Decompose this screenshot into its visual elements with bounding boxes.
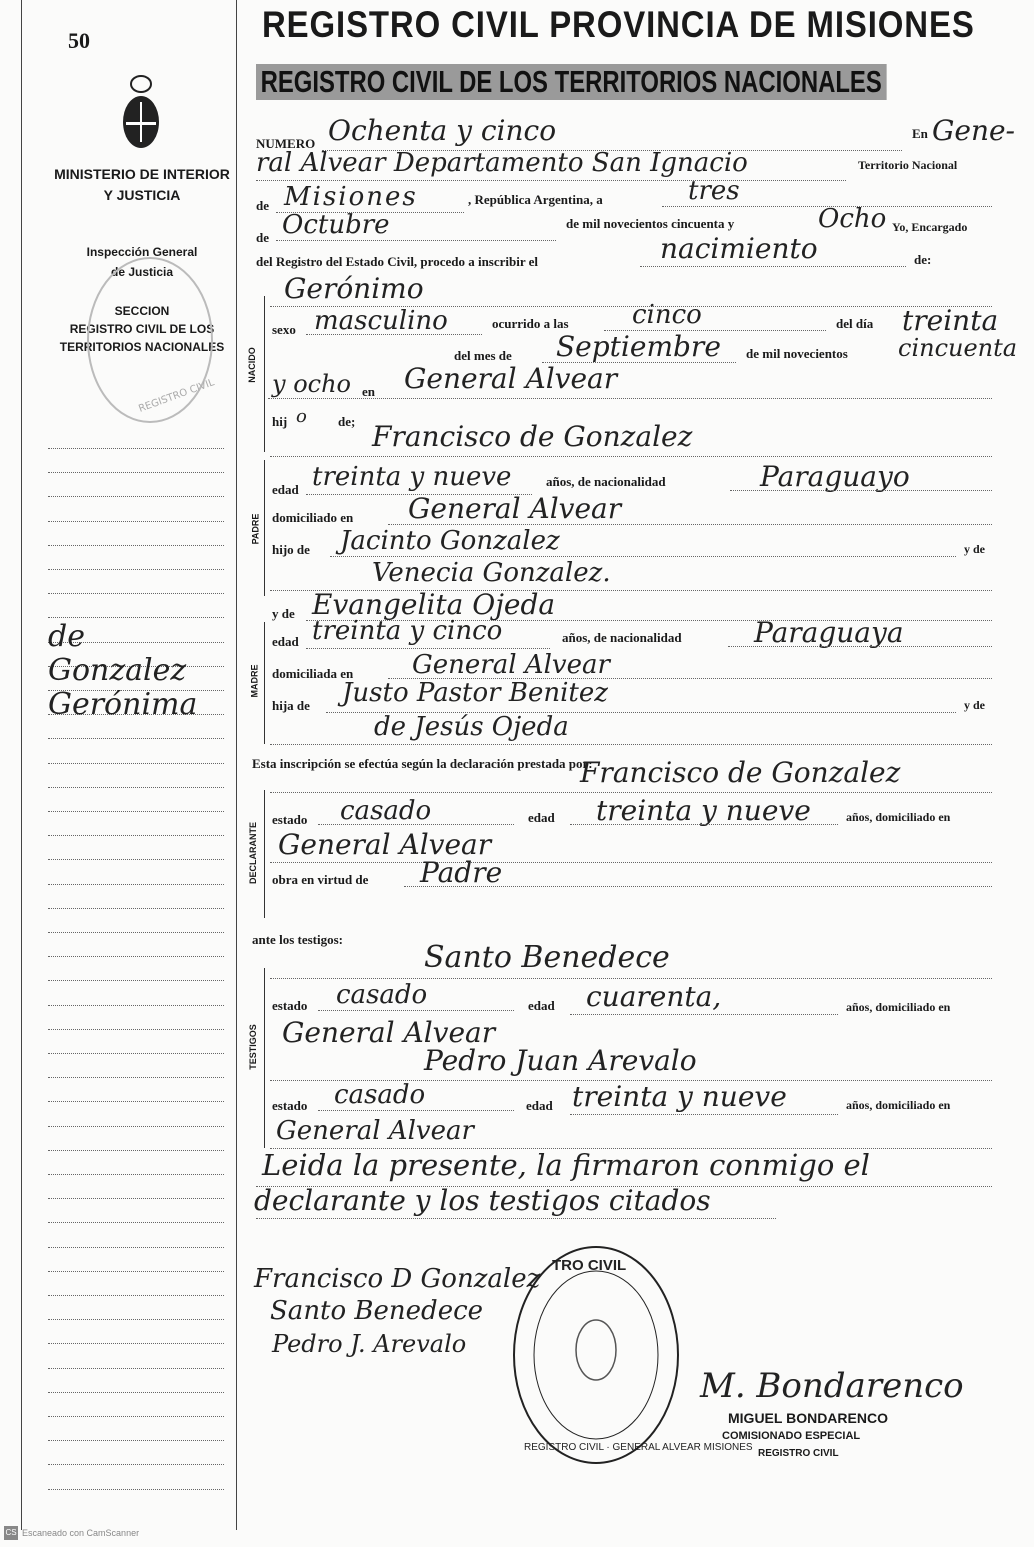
underline (270, 862, 992, 863)
underline (640, 266, 906, 267)
de-label-4: de; (338, 414, 356, 429)
inscribir-label: del Registro del Estado Civil, procedo a inscribir el (256, 254, 539, 269)
margin-rule (48, 472, 224, 473)
margin-rule (48, 811, 224, 812)
declarante-edad-label: edad (528, 810, 555, 825)
document-subtitle: REGISTRO CIVIL DE LOS TERRITORIOS NACIONALES (256, 64, 886, 100)
margin-rule (48, 884, 224, 885)
camscanner-logo-icon: CS (4, 1526, 18, 1540)
margin-rule (48, 1222, 224, 1223)
margin-rule (48, 1247, 224, 1248)
margin-rule (48, 1029, 224, 1030)
scanner-footer: Escaneado con CamScanner (22, 1528, 140, 1538)
margin-rule (48, 787, 224, 788)
underline (570, 824, 838, 825)
testigos-intro: ante los testigos: (252, 932, 343, 947)
birth-place-value: General Alvear (404, 362, 618, 395)
margin-rule (48, 1368, 224, 1369)
hijo-label: hij (272, 414, 288, 429)
padre-edad-label: edad (272, 482, 299, 497)
numero-label: NUMERO (256, 136, 316, 151)
underline (268, 398, 992, 399)
closing-line-1: Leida la presente, la firmaron conmigo el (262, 1148, 870, 1182)
margin-rule (48, 1198, 224, 1199)
underline (270, 978, 992, 979)
stamp-text: REGISTRO CIVIL (137, 377, 216, 415)
mil-label: de mil novecientos (746, 346, 848, 361)
document-title: REGISTRO CIVIL PROVINCIA DE MISIONES (262, 4, 975, 45)
margin-rule (48, 859, 224, 860)
witness1-estado-value: casado (336, 980, 428, 1010)
margin-rule (48, 738, 224, 739)
territorio-label: Territorio Nacional (858, 158, 958, 172)
margin-rule (48, 932, 224, 933)
margin-rule (48, 1295, 224, 1296)
padre-nacionalidad-value: Paraguayo (760, 460, 910, 493)
nacido-label: NACIDO (246, 347, 257, 383)
underline (306, 648, 550, 649)
madre-domicilio-value: General Alvear (412, 650, 610, 680)
de-label: de (256, 198, 269, 213)
official-title-1: COMISIONADO ESPECIAL (722, 1430, 861, 1442)
witness1-estado-label: estado (272, 998, 308, 1013)
margin-note: de Gonzalez Gerónima (48, 619, 198, 722)
father-name-value: Francisco de Gonzalez (372, 420, 693, 453)
margin-rule (48, 763, 224, 764)
padre-bracket (264, 460, 265, 596)
underline (404, 886, 992, 887)
del-dia-label: del día (836, 316, 874, 331)
year-value: Ocho (818, 204, 887, 234)
birth-year-value-2: y ocho (272, 370, 351, 398)
official-title-2: REGISTRO CIVIL (758, 1448, 839, 1459)
margin-rule (48, 1101, 224, 1102)
underline (570, 1114, 838, 1115)
place-value: ral Alvear Departamento San Ignacio (256, 148, 748, 178)
declarante-edad-value: treinta y nueve (596, 794, 811, 827)
underline (270, 792, 992, 793)
sexo-value: masculino (314, 306, 448, 336)
en-label-2: en (362, 384, 375, 399)
underline (330, 556, 956, 557)
margin-rule (48, 1392, 224, 1393)
mes-label: del mes de (454, 348, 512, 363)
madre-y-de-label: y de (272, 606, 295, 621)
territory-value: Misiones (284, 182, 418, 212)
padre-edad-value: treinta y nueve (312, 462, 512, 492)
sexo-label: sexo (272, 322, 296, 337)
page-number: 50 (68, 28, 90, 53)
declarante-estado-value: casado (340, 796, 432, 826)
ministry-label: MINISTERIO DE INTERIOR Y JUSTICIA (54, 166, 230, 203)
margin-rule (48, 1440, 224, 1441)
madre-nacionalidad-label: años, de nacionalidad (562, 630, 682, 645)
madre-father-value: Justo Pastor Benitez (342, 678, 608, 708)
coat-of-arms-icon (116, 74, 166, 156)
margin-rule (48, 1319, 224, 1320)
underline (318, 824, 514, 825)
hijo-suffix: o (296, 406, 307, 427)
svg-text:TRO CIVIL: TRO CIVIL (552, 1257, 627, 1274)
birth-year-value: cincuenta (898, 334, 1018, 362)
margin-rule (48, 1005, 224, 1006)
witness2-edad-value: treinta y nueve (572, 1080, 787, 1113)
closing-line-2: declarante y los testigos citados (254, 1184, 711, 1217)
numero-value: Ochenta y cinco (328, 114, 557, 147)
margin-rule (48, 1077, 224, 1078)
declarante-obra-value: Padre (420, 856, 503, 889)
underline (256, 180, 846, 181)
madre-mother-value: de Jesús Ojeda (374, 712, 569, 742)
declarante-anos-label: años, domiciliado en (846, 810, 951, 824)
nacido-bracket (264, 296, 265, 452)
testigos-bracket (264, 968, 265, 1148)
underline (256, 1218, 776, 1219)
padre-label: PADRE (250, 513, 261, 545)
underline (276, 240, 556, 241)
hour-value: cinco (632, 300, 702, 330)
en-label: En (912, 126, 928, 141)
ocurrido-label: ocurrido a las (492, 316, 569, 331)
signature-witness-2: Pedro J. Arevalo (272, 1330, 467, 1358)
signature-witness-1: Santo Benedece (270, 1296, 484, 1326)
seal-text: REGISTRO CIVIL · GENERAL ALVEAR MISIONES (524, 1442, 753, 1453)
margin-rule (48, 496, 224, 497)
de-label-2: de (256, 230, 269, 245)
padre-hijo-de-label: hijo de (272, 542, 310, 557)
madre-nacionalidad-value: Paraguaya (754, 616, 904, 649)
declarante-domicilio-value: General Alvear (278, 828, 492, 861)
margin-rule (48, 1464, 224, 1465)
underline (730, 490, 992, 491)
margin-rule (48, 1489, 224, 1490)
underline (270, 456, 992, 457)
madre-domicilio-label: domiciliada en (272, 666, 354, 681)
declarante-obra-label: obra en virtud de (272, 872, 369, 887)
padre-domicilio-value: General Alvear (408, 492, 622, 525)
witness1-anos-label: años, domiciliado en (846, 1000, 951, 1014)
margin-rule (48, 835, 224, 836)
declarante-bracket (264, 790, 265, 918)
yo-label: Yo, Encargado (892, 220, 968, 234)
margin-rule (48, 521, 224, 522)
republica-label: , República Argentina, a (468, 192, 603, 207)
witness1-name-value: Santo Benedece (424, 940, 670, 975)
margin-rule (48, 448, 224, 449)
madre-edad-label: edad (272, 634, 299, 649)
witness2-anos-label: años, domiciliado en (846, 1098, 951, 1112)
madre-bracket (264, 622, 265, 744)
day-value: tres (688, 176, 740, 206)
witness1-domicilio-value: General Alvear (282, 1016, 496, 1049)
witness1-edad-value: cuarenta, (586, 980, 722, 1013)
underline (388, 524, 992, 525)
witness2-name-value: Pedro Juan Arevalo (424, 1044, 697, 1077)
birth-day-value: treinta (902, 304, 999, 337)
margin-rule (48, 1271, 224, 1272)
underline (728, 646, 992, 647)
padre-y-de-label: y de (964, 542, 985, 556)
act-value: nacimiento (660, 232, 818, 265)
margin-rule (48, 1416, 224, 1417)
declarante-name-value: Francisco de Gonzalez (580, 756, 901, 789)
margin-rule (48, 1126, 224, 1127)
de-label-3: de: (914, 252, 932, 267)
birth-month-value: Septiembre (556, 330, 721, 363)
padre-mother-value: Venecia Gonzalez. (372, 558, 611, 588)
witness2-domicilio-value: General Alvear (276, 1116, 474, 1146)
underline (570, 1014, 838, 1015)
margin-rule (48, 1053, 224, 1054)
margin-rule (48, 980, 224, 981)
margin-rule (48, 1343, 224, 1344)
left-column-border (21, 0, 22, 1530)
section-label: SECCION REGISTRO CIVIL DE LOS TERRITORIOS NACIONALES (59, 304, 225, 354)
madre-label: MADRE (249, 664, 260, 698)
madre-edad-value: treinta y cinco (312, 616, 503, 646)
inspection-label: Inspección General de Justicia (86, 245, 198, 279)
padre-father-value: Jacinto Gonzalez (340, 526, 560, 556)
registry-stamp-faint (80, 250, 220, 430)
column-divider (236, 0, 237, 1530)
testigos-label: TESTIGOS (247, 1024, 258, 1070)
underline (270, 744, 992, 745)
margin-rule (48, 545, 224, 546)
signature-declarante: Francisco D Gonzalez (254, 1264, 541, 1294)
mother-name-value: Evangelita Ojeda (312, 588, 556, 621)
official-name: MIGUEL BONDARENCO (728, 1410, 888, 1426)
witness1-edad-label: edad (528, 998, 555, 1013)
year-label: de mil novecientos cincuenta y (566, 216, 735, 231)
madre-y-de-label-2: y de (964, 698, 985, 712)
madre-hija-de-label: hija de (272, 698, 310, 713)
signature-official: M. Bondarenco (700, 1366, 964, 1406)
margin-rule (48, 569, 224, 570)
witness2-edad-label: edad (526, 1098, 553, 1113)
declarante-intro: Esta inscripción se efectúa según la declaración prestada por: (252, 756, 593, 771)
margin-rule (48, 593, 224, 594)
underline (306, 334, 482, 335)
child-name-value: Gerónimo (284, 272, 424, 305)
margin-rule (48, 1150, 224, 1151)
declarante-label: DECLARANTE (248, 822, 258, 884)
margin-rule (48, 908, 224, 909)
padre-domicilio-label: domiciliado en (272, 510, 354, 525)
padre-nacionalidad-label: años, de nacionalidad (546, 474, 666, 489)
declarante-estado-label: estado (272, 812, 308, 827)
underline (318, 1110, 514, 1111)
month-value: Octubre (282, 210, 390, 240)
witness2-estado-label: estado (272, 1098, 308, 1113)
margin-rule (48, 956, 224, 957)
margin-rule (48, 1174, 224, 1175)
en-value: Gene- (932, 114, 1016, 147)
underline (318, 1010, 514, 1011)
witness2-estado-value: casado (334, 1080, 426, 1110)
